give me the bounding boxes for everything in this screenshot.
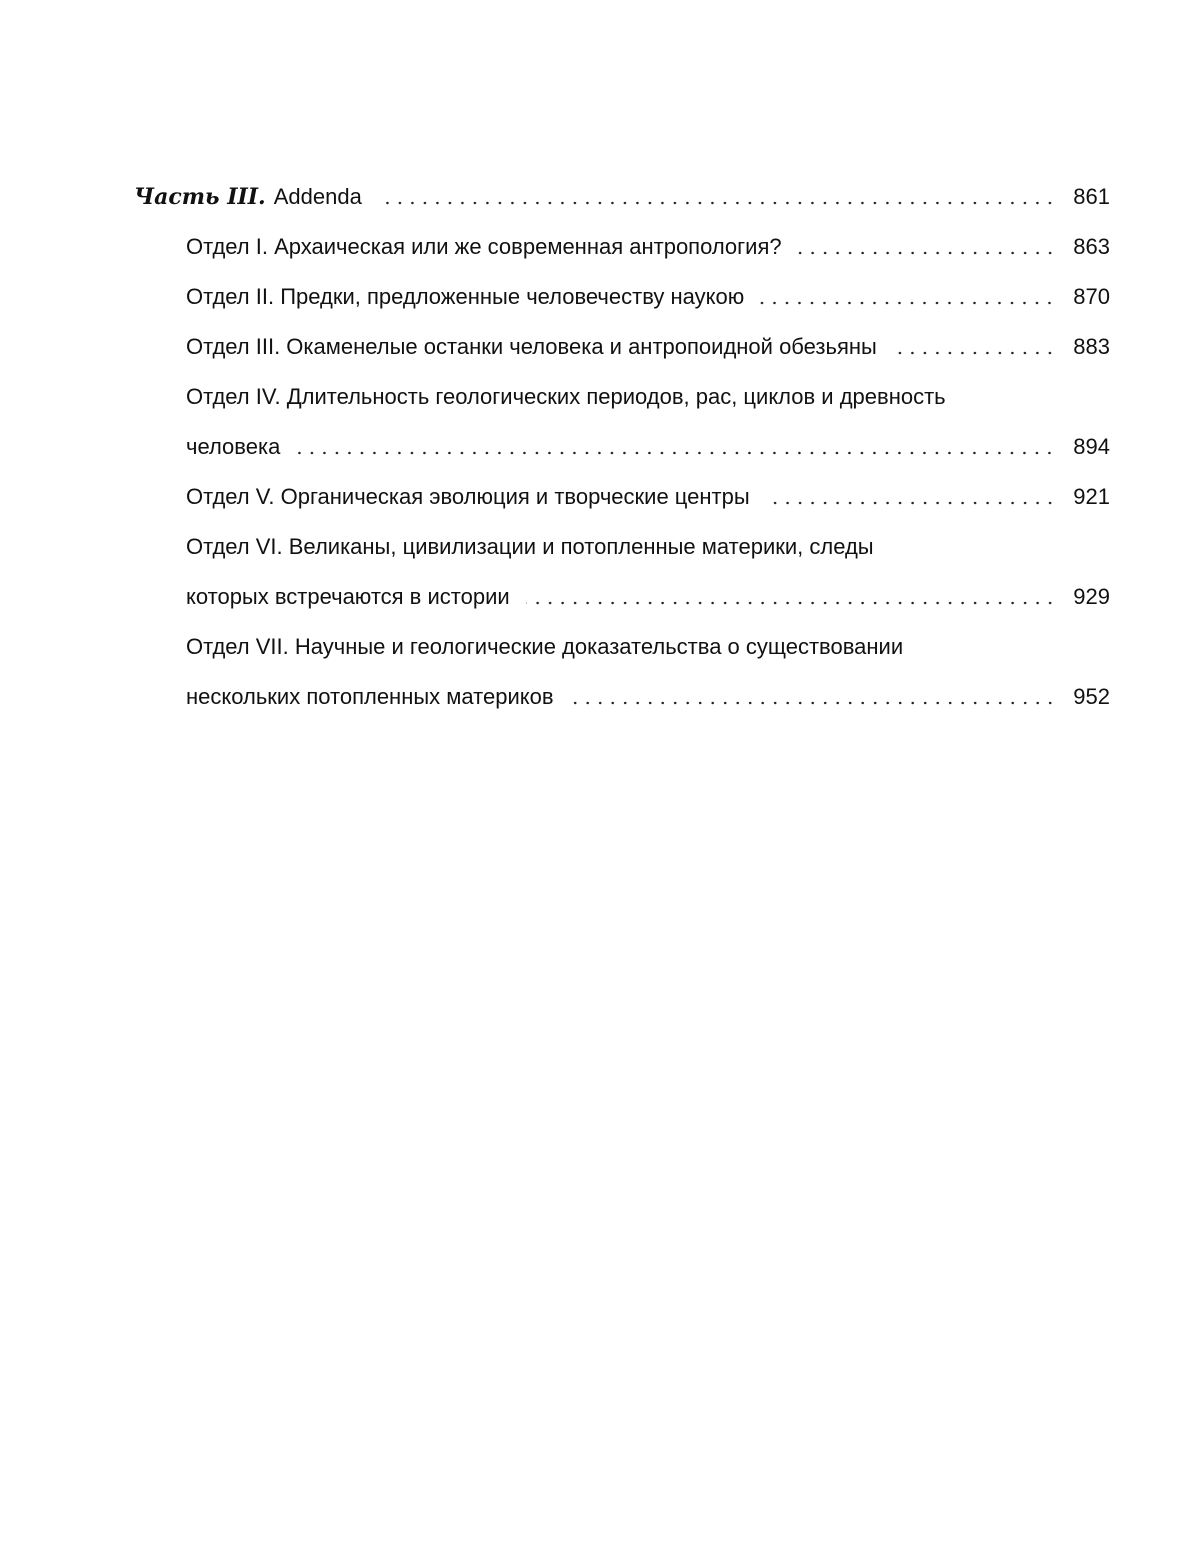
toc-section-entry-line: [134, 372, 1110, 422]
toc-section-entry: [134, 422, 1110, 472]
toc-entry-title-continued: нескольких потопленных материков: [186, 684, 554, 709]
toc-section-entry: [134, 572, 1110, 622]
toc-section-entry: [134, 272, 1110, 322]
toc-entry-title: Отдел I. Архаическая или же современная антропология?: [186, 234, 782, 259]
toc-entry-title: Отдел V. Органическая эволюция и творческие центры: [186, 484, 750, 509]
part-title: Addenda: [273, 184, 362, 209]
toc-section-entry: [134, 672, 1110, 722]
toc-entry-title: Отдел VI. Великаны, цивилизации и потопленные материки, следы: [186, 534, 874, 559]
toc-entry-title: Отдел VII. Научные и геологические доказательства о существовании: [186, 634, 904, 659]
dot-leader: [378, 201, 1056, 205]
page-number: 952: [1073, 684, 1110, 709]
dot-leader: [760, 301, 1056, 305]
toc-entry-title-continued: которых встречаются в истории: [186, 584, 510, 609]
dot-leader: [526, 601, 1056, 605]
page-number: 921: [1073, 484, 1110, 509]
toc-section-entry: [134, 222, 1110, 272]
dot-leader: [893, 351, 1056, 355]
page-number: 929: [1073, 584, 1110, 609]
toc-entry-title: Отдел IV. Длительность геологических периодов, рас, циклов и древность: [186, 384, 946, 409]
part-label: Часть III.: [134, 184, 266, 210]
toc-entry-title-continued: человека: [186, 434, 281, 459]
toc-section-entry-line: [134, 622, 1110, 672]
dot-leader: [766, 501, 1056, 505]
page-number: 883: [1073, 334, 1110, 359]
toc-entry-title: [134, 172, 362, 222]
dot-leader: [798, 251, 1056, 255]
toc-part-entry: [134, 172, 1110, 222]
table-of-contents: [134, 172, 1110, 722]
toc-entry-title: Отдел III. Окаменелые останки человека и антропоидной обезьяны: [186, 334, 877, 359]
toc-section-entry: [134, 472, 1110, 522]
dot-leader: [570, 701, 1056, 705]
page-number: 863: [1073, 234, 1110, 259]
toc-section-entry-line: [134, 522, 1110, 572]
dot-leader: [296, 451, 1056, 455]
page-number: 870: [1073, 284, 1110, 309]
toc-section-entry: [134, 322, 1110, 372]
toc-entry-title: Отдел II. Предки, предложенные человечеству наукою: [186, 284, 745, 309]
page-number: 894: [1073, 434, 1110, 459]
page-number: 861: [1073, 184, 1110, 209]
